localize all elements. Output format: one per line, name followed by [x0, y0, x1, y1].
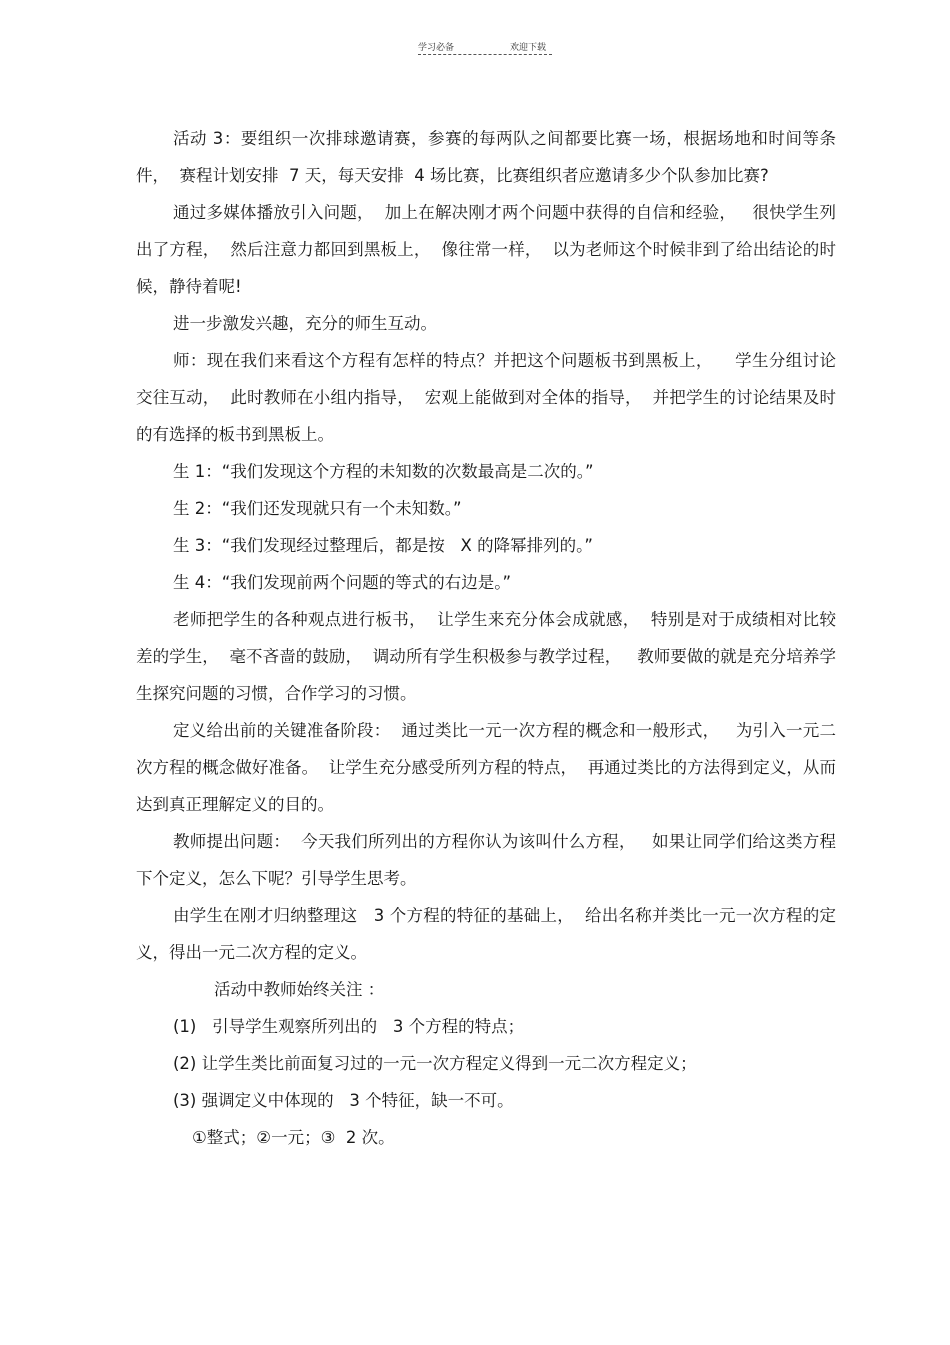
list-item-2: (2) 让学生类比前面复习过的一元一次方程定义得到一元二次方程定义； [173, 1054, 697, 1073]
header-left-text: 学习必备 [418, 43, 455, 53]
header-right-text: 欢迎下载 [510, 43, 547, 53]
paragraph-student-summary: 由学生在刚才归纳整理这 3 个方程的特征的基础上， 给出名称并类比一元一次方程的定义，得出一元二次方程的定义。 [136, 906, 836, 962]
page-header [418, 36, 552, 58]
paragraph-multimedia: 通过多媒体播放引入问题， 加上在解决刚才两个问题中获得的自信和经验， 很快学生列出了方程， 然后注意力都回到黑板上， 像往常一样， 以为老师这个时候非到了给出结论的时候，静待着呢! [136, 203, 836, 296]
header-divider [418, 54, 552, 55]
paragraph-student-4: 生 4：“我们发现前两个问题的等式的右边是。” [173, 573, 512, 592]
list-item-3: (3) 强调定义中体现的 3 个特征，缺一不可。 [173, 1091, 514, 1110]
document-body [136, 120, 836, 1156]
paragraph-teacher-board: 老师把学生的各种观点进行板书， 让学生来充分体会成就感， 特别是对于成绩相对比较差的学生， 毫不吝啬的鼓励， 调动所有学生积极参与教学过程， 教师要做的就是充分培养学生探究问题的习惯，合作学习的习惯。 [136, 610, 836, 703]
paragraph-interest: 进一步激发兴趣，充分的师生互动。 [173, 314, 437, 333]
paragraph-student-1: 生 1：“我们发现这个方程的未知数的次数最高是二次的。” [173, 462, 594, 481]
paragraph-student-3: 生 3：“我们发现经过整理后，都是按 X 的降幂排列的。” [173, 536, 593, 555]
focus-heading: 活动中教师始终关注 ： [214, 980, 385, 999]
list-sub-item: ①整式；②一元；③ 2 次。 [192, 1128, 395, 1147]
paragraph-activity-3: 活动 3：要组织一次排球邀请赛，参赛的每两队之间都要比赛一场，根据场地和时间等条件， 赛程计划安排 7 天，每天安排 4 场比赛，比赛组织者应邀请多少个队参加比赛? [136, 129, 836, 185]
paragraph-teacher-asks: 教师提出问题： 今天我们所列出的方程你认为该叫什么方程， 如果让同学们给这类方程下个定义，怎么下呢？引导学生思考。 [136, 832, 836, 888]
paragraph-student-2: 生 2：“我们还发现就只有一个未知数。” [173, 499, 462, 518]
paragraph-teacher-question: 师：现在我们来看这个方程有怎样的特点？并把这个问题板书到黑板上， 学生分组讨论交往互动， 此时教师在小组内指导， 宏观上能做到对全体的指导， 并把学生的讨论结果及时的有选择的板书到黑板上。 [136, 351, 836, 444]
list-item-1: (1) 引导学生观察所列出的 3 个方程的特点； [173, 1017, 525, 1036]
paragraph-definition-prep: 定义给出前的关键准备阶段： 通过类比一元一次方程的概念和一般形式， 为引入一元二次方程的概念做好准备。 让学生充分感受所列方程的特点， 再通过类比的方法得到定义，从而达到真正理解定义的目的。 [136, 721, 836, 814]
